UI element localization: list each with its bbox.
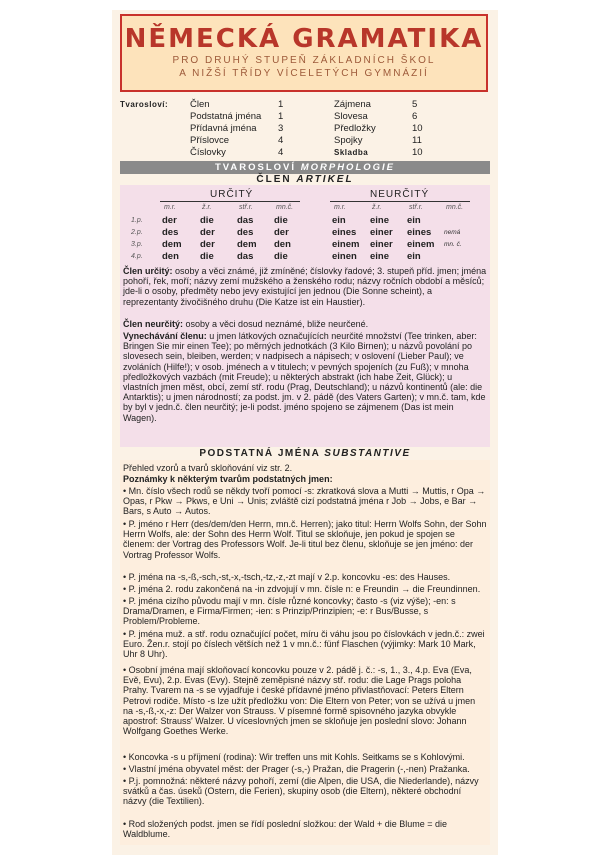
toc-item: Spojky (334, 135, 363, 146)
article-cell: dem (162, 239, 182, 250)
clen-title-main: ČLEN (256, 174, 292, 185)
article-cell: das (237, 215, 254, 226)
para-label: Člen určitý: (123, 266, 173, 276)
toc-item: Přídavná jména (190, 123, 257, 134)
article-cell: des (162, 227, 179, 238)
article-cell: der (200, 239, 215, 250)
case-label: 1.p. (131, 217, 143, 224)
article-cell: die (274, 251, 288, 262)
col-head: mn.č. (276, 204, 294, 211)
pj-title (120, 448, 490, 459)
article-cell: einer (370, 227, 393, 238)
section-bar-main: TVAROSLOVÍ (214, 162, 297, 173)
subtitle-line-1: PRO DRUHÝ STUPEŇ ZÁKLADNÍCH ŠKOL (172, 55, 436, 66)
col-head: ž.r. (372, 204, 382, 211)
section-bar-italic: MORPHOLOGIE (300, 162, 395, 173)
subtitle-line-2: A NIŽŠÍ TŘÍDY VÍCELETÝCH GYMNÁZIÍ (179, 68, 429, 79)
page-title: NĚMECKÁ GRAMATIKA (124, 24, 484, 54)
para-label: Člen neurčitý: (123, 319, 184, 329)
article-cell: eines (332, 227, 357, 238)
article-cell: des (237, 227, 254, 238)
toc-page: 1 (278, 99, 284, 110)
article-note: mn. č. (444, 241, 462, 248)
list-item: • P. jména 2. rodu zakončená na -in zdvojují v mn. čísle n: e Freundin → die Freundinnen. (123, 584, 481, 594)
toc-item: Příslovce (190, 135, 230, 146)
article-cell: der (274, 227, 289, 238)
toc-page: 10 (412, 147, 423, 158)
pj-intro: Přehled vzorů a tvarů skloňování viz str. 2. (123, 463, 293, 473)
toc-item: Podstatná jména (190, 111, 262, 122)
list-item-text: P. jména na -s,-ß,-sch,-st,-x,-tsch,-tz,-z,-zt mají v 2.p. koncovku -es: des Hauses. (128, 572, 451, 582)
urcity-rule (160, 201, 300, 202)
list-item: • Osobní jména mají skloňovací koncovku pouze v 2. pádě j. č.: -s, 1., 3., 4.p. Eva (Eva, Evě, Evu), 2.p. Evas (Evy). Stejně zeměpisné názvy stř. rodu: die Lage Prags poloha Prahy. Tvarem na -s se vyjadřuje i české přídavné jméno přivlastňovací: Peters Eltern Petrovi rodiče. Místo -s lze užít předložku von: Die Eltern von Peter; von se užívá u jmen na -s,-ß,-x,-z: Der Walzer von Strauss. V písemné formě spisovného jazyka obvykle apostrof: Strauss' Walzer. U víceslovných jmen se skloňuje jen poslední slovo: Johann Wolfgang Goethes Werke. (123, 665, 476, 737)
toc-label: Tvarosloví: (120, 100, 169, 109)
article-cell: einen (332, 251, 357, 262)
case-label: 4.p. (131, 253, 143, 260)
urcity-heading: URČITÝ (210, 189, 254, 200)
clen-title (120, 174, 490, 185)
case-label: 2.p. (131, 229, 143, 236)
col-head: stř.r. (409, 204, 423, 211)
article-cell: eines (407, 227, 432, 238)
list-item-text: P. jména cizího původu mají v mn. čísle různé koncovky; často -s (viz výše); -en: s Drama/Dramen, e Firma/Firmen; -ien: s Prinzip/Prinzipien; -e: r Bus/Busse, s Problem/Probleme. (123, 596, 456, 627)
clen-title-italic: ARTIKEL (296, 174, 354, 185)
list-item-text: Rod složených podst. jmen se řídí poslední složkou: der Wald + die Blume = die Waldblume. (123, 819, 447, 840)
toc-page: 10 (412, 123, 423, 134)
list-item-text: Vlastní jména obyvatel měst: der Prager (-s,-) Pražan, die Pragerin (-,-nen) Pražanka. (128, 764, 470, 774)
article-cell: dem (237, 239, 257, 250)
article-cell: den (274, 239, 291, 250)
toc-item: Předložky (334, 123, 376, 134)
col-head: m.r. (334, 204, 346, 211)
article-cell: die (200, 251, 214, 262)
para-label: Vynechávání členu: (123, 331, 207, 341)
toc-item: Zájmena (334, 99, 371, 110)
article-cell: die (274, 215, 288, 226)
article-cell: ein (332, 215, 346, 226)
article-cell: eine (370, 215, 390, 226)
article-cell: einem (407, 239, 435, 250)
toc-page: 3 (278, 123, 284, 134)
neurcity-heading: NEURČITÝ (370, 189, 430, 200)
article-cell: einer (370, 239, 393, 250)
toc-page: 4 (278, 147, 284, 158)
list-item-text: Koncovka -s u příjmení (rodina): Wir treffen uns mit Kohls. Seitkams se s Kohlovými. (128, 752, 465, 762)
article-cell: der (162, 215, 177, 226)
list-item: • P. jména cizího původu mají v mn. čísle různé koncovky; často -s (viz výše); -en: s Drama/Dramen, e Firma/Firmen; -ien: s Prinzip/Prinzipien; -e: r Bus/Busse, s Problem/Probleme. (123, 596, 456, 627)
para-clen-urcity (123, 266, 487, 307)
para-clen-neurcity (123, 319, 487, 329)
toc-row (120, 99, 490, 111)
section-bar-morphology (120, 161, 490, 174)
article-cell: der (200, 227, 215, 238)
article-cell: eine (370, 251, 390, 262)
neurcity-rule (330, 201, 470, 202)
toc-item: Člen (190, 99, 210, 110)
para-vynechavani (123, 331, 487, 423)
toc-page: 11 (412, 135, 422, 146)
col-head: ž.r. (202, 204, 212, 211)
list-item-text: Osobní jména mají skloňovací koncovku pouze v 2. pádě j. č.: -s, 1., 3., 4.p. Eva (Eva, Evě, Evu), 2.p. Evas (Evy). Stejně zeměpisné názvy stř. rodu: die Lage Prags poloha Prahy. Tvarem na -s se vyjadřuje i české přídavné jméno přivlastňovací: Peters Eltern Petrovi rodiče. Místo -s lze užít předložku von: Die Eltern von Peter; von se užívá u jmen na -s,-ß,-x,-z: Der Walzer von Strauss. V písemné formě spisovného jazyka obvykle apostrof: Strauss' Walzer. U víceslovných jmen se skloňuje jen poslední slovo: Johann Wolfgang Goethes Werke. (123, 665, 476, 737)
toc-page: 4 (278, 135, 284, 146)
list-item: • Koncovka -s u příjmení (rodina): Wir treffen uns mit Kohls. Seitkams se s Kohlovými. (123, 752, 465, 762)
list-item-text: P. jména 2. rodu zakončená na -in zdvojují v mn. čísle n: e Freundin → die Freundinnen. (128, 584, 481, 594)
pj-title-main: PODSTATNÁ JMÉNA (199, 448, 321, 459)
col-head: stř.r. (239, 204, 253, 211)
toc-item: Číslovky (190, 147, 226, 158)
para-text: u jmen látkových označujících neurčité množství (Tee trinken, aber: Bringen Sie mir einen Tee); po měrných jednotkách (3 Kilo Birnen); u názvů povolání po slovesech sein, bleiben, werden; v nadpisech a nápisech; v oslovení (Lieber Paul); ve zvoláních (Hilfe!); v osob. jménech a v titulech; v pevných spojeních (zu Fuß); v mnoha předložkových vazbách (mit Freude); u některých abstrakt (ich habe Zeit, Glück); u vlastních jmen měst, obcí, zemí stř. rodu (Prag, Deutschland); u názvů kontinentů (ale: die Antarktis); u jmen národností; za podst. jm. v 2. pádě (des Vaters Garten); v mn.č. tam, kde by byl v jedn.č. člen neurčitý; je-li podst. jméno spojeno se zájmenem (Das ist mein Wagen). (123, 331, 486, 423)
case-label: 3.p. (131, 241, 143, 248)
toc-row (120, 111, 490, 123)
list-item: • Vlastní jména obyvatel měst: der Prager (-s,-) Pražan, die Pragerin (-,-nen) Pražanka. (123, 764, 470, 774)
col-head: mn.č. (446, 204, 464, 211)
pj-heading: Poznámky k některým tvarům podstatných jmen: (123, 474, 333, 484)
list-item: • Mn. číslo všech rodů se někdy tvoří pomocí -s: zkratková slova a Mutti → Muttis, r Opa → Opas, r Pkw → Pkws, e Uni → Unis; zvláště cizí podstatná jména r Job → Jobs, e Bar → Bars, s Auto → Autos. (123, 486, 486, 517)
toc-row (120, 135, 490, 147)
list-item: • P.j. pomnožná: některé názvy pohoří, zemí (die Alpen, die USA, die Niederlande), názvy svátků a čas. úseků (Ostern, die Ferien), skupiny osob (die Eltern), některé obchodní názvy (die Textilien). (123, 776, 479, 807)
toc-item: Slovesa (334, 111, 368, 122)
article-cell: ein (407, 215, 421, 226)
toc-page: 1 (278, 111, 284, 122)
article-cell: das (237, 251, 254, 262)
toc-item: Skladba (334, 148, 369, 157)
col-head: m.r. (164, 204, 176, 211)
para-text: osoby a věci dosud neznámé, bliže neurčené. (185, 319, 369, 329)
toc-page: 5 (412, 99, 418, 110)
list-item: • P. jména na -s,-ß,-sch,-st,-x,-tsch,-tz,-z,-zt mají v 2.p. koncovku -es: des Hauses. (123, 572, 451, 582)
title-box (120, 14, 488, 92)
article-cell: den (162, 251, 179, 262)
list-item-text: P. jméno r Herr (des/dem/den Herrn, mn.č. Herren); jako titul: Herrn Wolfs Sohn, der Sohn Herrn Wolfs, ale: der Sohn des Herrn Wolf. Titul se skloňuje, jen pokud je spojen se členem: der Vortrag des Professors Wolf. Je-li titul bez členu, skloňuje se jen jméno: der Vortrag Professor Wolfs. (123, 519, 487, 560)
article-cell: die (200, 215, 214, 226)
toc-row (120, 147, 490, 159)
list-item: • P. jména muž. a stř. rodu označující počet, míru či váhu jsou po číslovkách v jedn.č.: zwei Euro. Žen.r. stojí po číslech větších než 1 v mn.č.: fünf Flaschen (výjimky: Mark 10 Mark, Uhr 8 Uhr). (123, 629, 485, 660)
list-item: • Rod složených podst. jmen se řídí poslední složkou: der Wald + die Blume = die Waldblume. (123, 819, 447, 840)
article-cell: einem (332, 239, 360, 250)
list-item-text: P.j. pomnožná: některé názvy pohoří, zemí (die Alpen, die USA, die Niederlande), názvy svátků a čas. úseků (Ostern, die Ferien), skupiny osob (die Eltern), některé obchodní názvy (die Textilien). (123, 776, 479, 807)
list-item: • P. jméno r Herr (des/dem/den Herrn, mn.č. Herren); jako titul: Herrn Wolfs Sohn, der Sohn Herrn Wolfs, ale: der Sohn des Herrn Wolf. Titul se skloňuje, jen pokud je spojen se členem: der Vortrag des Professors Wolf. Je-li titul bez členu, skloňuje se jen jméno: der Vortrag Professor Wolfs. (123, 519, 487, 560)
list-item-text: Mn. číslo všech rodů se někdy tvoří pomocí -s: zkratková slova a Mutti → Muttis, r Opa → Opas, r Pkw → Pkws, e Uni → Unis; zvláště cizí podstatná jména r Job → Jobs, e Bar → Bars, s Auto → Autos. (123, 486, 486, 517)
article-cell: ein (407, 251, 421, 262)
toc-row (120, 123, 490, 135)
list-item-text: P. jména muž. a stř. rodu označující počet, míru či váhu jsou po číslovkách v jedn.č.: zwei Euro. Žen.r. stojí po číslech větších než 1 v mn.č.: fünf Flaschen (výjimky: Mark 10 Mark, Uhr 8 Uhr). (123, 629, 485, 660)
toc-page: 6 (412, 111, 418, 122)
para-text: osoby a věci známé, již zmíněné; číslovky řadové; 3. stupeň příd. jmen; jména pohoří, řek, moří; názvy zemí mužského a ženského rodu; názvy ročních období a měsíců; jde-li o osoby, předměty nebo jevy existující jen jednou (Die Sonne scheint), a reprezentanty živočišného druhu (Die Katze ist ein Haustier). (123, 266, 487, 307)
pj-title-italic: SUBSTANTIVE (324, 448, 411, 459)
article-note: nemá (444, 229, 461, 236)
